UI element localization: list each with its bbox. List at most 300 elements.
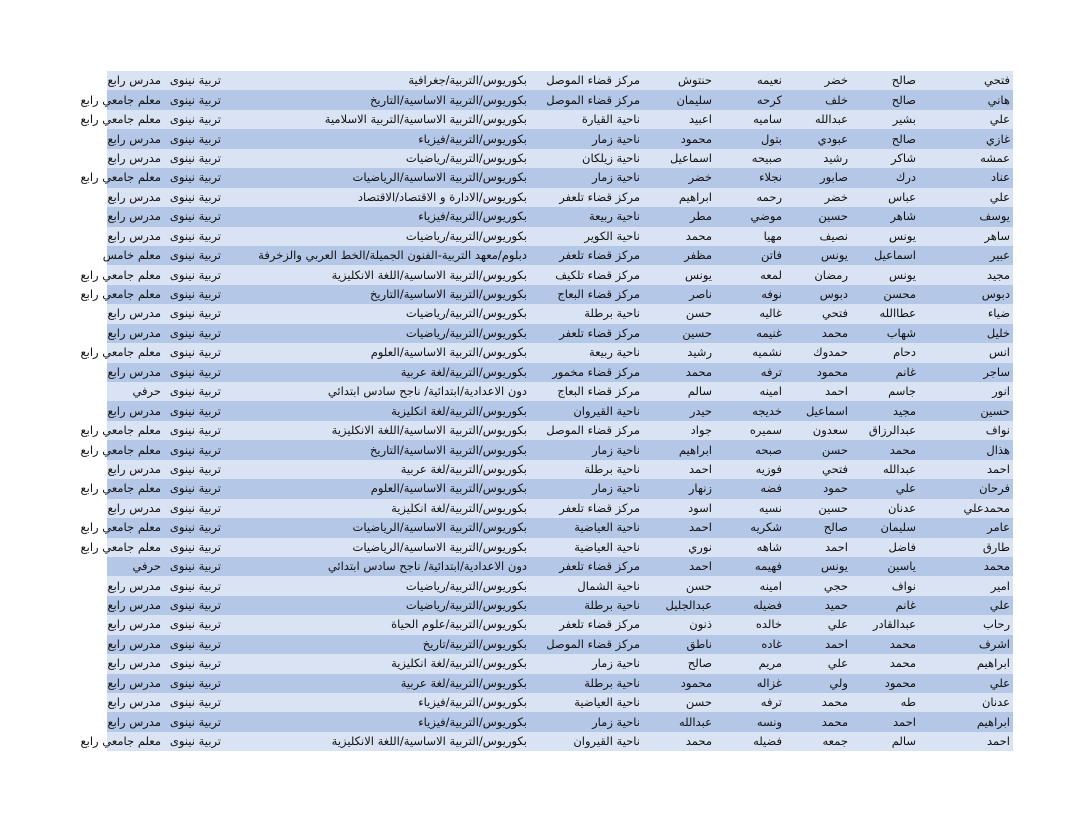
job-title-cell: مدرس رابع [107,188,164,207]
job-title-cell: معلم جامعي رابع [107,343,164,362]
table-row [107,596,1013,615]
mother-father-name-cell: اسود [643,499,715,518]
mother-name-cell: صبحه [715,440,785,459]
job-title-cell: مدرس رابع [107,401,164,420]
directorate-cell: تربية نينوى [164,90,224,109]
grandfather-name-cell: علي [785,615,851,634]
mother-father-name-cell: جواد [643,421,715,440]
mother-name-cell: نوفه [715,285,785,304]
mother-father-name-cell: حسين [643,324,715,343]
first-name-cell: علي [919,110,1013,129]
directorate-cell: تربية نينوى [164,304,224,323]
father-name-cell: مجيد [851,401,919,420]
mother-father-name-cell: احمد [643,518,715,537]
table-row [107,285,1013,304]
mother-father-name-cell: حسن [643,693,715,712]
job-title-cell: معلم جامعي رابع [107,90,164,109]
first-name-cell: ابراهيم [919,712,1013,731]
mother-father-name-cell: مطر [643,207,715,226]
directorate-cell: تربية نينوى [164,207,224,226]
grandfather-name-cell: سعدون [785,421,851,440]
grandfather-name-cell: يونس [785,246,851,265]
first-name-cell: يوسف [919,207,1013,226]
grandfather-name-cell: يونس [785,557,851,576]
grandfather-name-cell: نصيف [785,227,851,246]
table-row [107,674,1013,693]
job-title-cell: معلم جامعي رابع [107,285,164,304]
first-name-cell: عمشه [919,149,1013,168]
location-cell: مركز قضاء البعاج [530,382,643,401]
father-name-cell: سليمان [851,518,919,537]
mother-father-name-cell: محمد [643,363,715,382]
directorate-cell: تربية نينوى [164,71,224,90]
mother-father-name-cell: اعبيد [643,110,715,129]
mother-name-cell: بتول [715,129,785,148]
location-cell: مركز قضاء تلعفر [530,188,643,207]
degree-cell: بكوريوس/التربية/رياضيات [224,576,530,595]
location-cell: ناحية زمار [530,168,643,187]
mother-name-cell: فوزيه [715,460,785,479]
directorate-cell: تربية نينوى [164,518,224,537]
degree-cell: دون الاعدادية/ابتدائية/ ناجح سادس ابتدائي [224,557,530,576]
location-cell: ناحية زمار [530,129,643,148]
job-title-cell: مدرس رابع [107,693,164,712]
grandfather-name-cell: رمضان [785,265,851,284]
directorate-cell: تربية نينوى [164,401,224,420]
mother-father-name-cell: حسن [643,576,715,595]
job-title-cell: مدرس رابع [107,149,164,168]
location-cell: ناحية زمار [530,479,643,498]
mother-father-name-cell: ناطق [643,635,715,654]
mother-name-cell: مهيا [715,227,785,246]
mother-name-cell: ونسه [715,712,785,731]
mother-father-name-cell: محمد [643,732,715,751]
job-title-cell: معلم جامعي رابع [107,440,164,459]
mother-name-cell: شكريه [715,518,785,537]
grandfather-name-cell: عبدالله [785,110,851,129]
grandfather-name-cell: جمعه [785,732,851,751]
degree-cell: بكوريوس/التربية/لغة عربية [224,460,530,479]
table-row [107,168,1013,187]
father-name-cell: عطاالله [851,304,919,323]
mother-father-name-cell: عبدالله [643,712,715,731]
first-name-cell: فرحان [919,479,1013,498]
location-cell: ناحية زمار [530,440,643,459]
mother-name-cell: رحمه [715,188,785,207]
location-cell: مركز قضاء تلعفر [530,499,643,518]
father-name-cell: غانم [851,363,919,382]
mother-name-cell: ترفه [715,363,785,382]
directorate-cell: تربية نينوى [164,460,224,479]
table-row [107,518,1013,537]
degree-cell: بكوريوس/التربية الاساسية/الرياضيات [224,538,530,557]
mother-father-name-cell: احمد [643,460,715,479]
job-title-cell: حرفي [107,557,164,576]
father-name-cell: احمد [851,712,919,731]
father-name-cell: عبدالقادر [851,615,919,634]
location-cell: ناحية برطلة [530,596,643,615]
directorate-cell: تربية نينوى [164,693,224,712]
first-name-cell: ساجر [919,363,1013,382]
degree-cell: بكوريوس/التربية/لغة عربية [224,674,530,693]
grandfather-name-cell: احمد [785,635,851,654]
grandfather-name-cell: خلف [785,90,851,109]
location-cell: ناحية القيروان [530,401,643,420]
grandfather-name-cell: حسين [785,207,851,226]
first-name-cell: فتحي [919,71,1013,90]
first-name-cell: امير [919,576,1013,595]
degree-cell: بكوريوس/التربية/رياضيات [224,596,530,615]
location-cell: ناحية برطلة [530,460,643,479]
grandfather-name-cell: علي [785,654,851,673]
first-name-cell: ضياء [919,304,1013,323]
table-row [107,246,1013,265]
grandfather-name-cell: احمد [785,382,851,401]
first-name-cell: انس [919,343,1013,362]
degree-cell: بكوريوس/التربية/فيزياء [224,129,530,148]
table-row [107,635,1013,654]
father-name-cell: صالح [851,90,919,109]
grandfather-name-cell: محمود [785,363,851,382]
location-cell: مركز قضاء البعاج [530,285,643,304]
job-title-cell: مدرس رابع [107,576,164,595]
mother-name-cell: غنيمه [715,324,785,343]
directorate-cell: تربية نينوى [164,635,224,654]
table-row [107,90,1013,109]
job-title-cell: مدرس رابع [107,324,164,343]
location-cell: مركز قضاء تلعفر [530,615,643,634]
directorate-cell: تربية نينوى [164,382,224,401]
father-name-cell: يونس [851,227,919,246]
grandfather-name-cell: حجي [785,576,851,595]
job-title-cell: مدرس رابع [107,71,164,90]
job-title-cell: معلم جامعي رابع [107,110,164,129]
mother-father-name-cell: محمود [643,674,715,693]
father-name-cell: جاسم [851,382,919,401]
grandfather-name-cell: صالح [785,518,851,537]
job-title-cell: معلم جامعي رابع [107,538,164,557]
mother-name-cell: شاهه [715,538,785,557]
mother-father-name-cell: عبدالجليل [643,596,715,615]
table-row [107,460,1013,479]
first-name-cell: عدنان [919,693,1013,712]
mother-father-name-cell: رشيد [643,343,715,362]
mother-father-name-cell: صالح [643,654,715,673]
table-row [107,479,1013,498]
father-name-cell: درك [851,168,919,187]
grandfather-name-cell: حمدوك [785,343,851,362]
table-row [107,324,1013,343]
degree-cell: بكوريوس/التربية الاساسية/اللغة الانكليزية [224,265,530,284]
grandfather-name-cell: رشيد [785,149,851,168]
mother-name-cell: كرحه [715,90,785,109]
location-cell: ناحية برطلة [530,304,643,323]
table-row [107,712,1013,731]
job-title-cell: مدرس رابع [107,654,164,673]
mother-name-cell: امينه [715,382,785,401]
table-row [107,654,1013,673]
table-body [80,71,1013,751]
location-cell: ناحية زيلكان [530,149,643,168]
first-name-cell: علي [919,188,1013,207]
father-name-cell: غانم [851,596,919,615]
first-name-cell: احمد [919,460,1013,479]
degree-cell: بكوريوس/التربية/لغة انكليزية [224,499,530,518]
table-row [107,363,1013,382]
father-name-cell: محمد [851,440,919,459]
mother-father-name-cell: نوري [643,538,715,557]
degree-cell: بكوريوس/التربية/رياضيات [224,324,530,343]
first-name-cell: نواف [919,421,1013,440]
mother-father-name-cell: احمد [643,557,715,576]
mother-father-name-cell: محمد [643,227,715,246]
directorate-cell: تربية نينوى [164,479,224,498]
table-row [107,557,1013,576]
father-name-cell: شاكر [851,149,919,168]
degree-cell: بكوريوس/التربية/لغة انكليزية [224,401,530,420]
table-row [107,110,1013,129]
table-row [107,129,1013,148]
degree-cell: بكوريوس/التربية/تاريخ [224,635,530,654]
mother-name-cell: فهيمه [715,557,785,576]
degree-cell: بكوريوس/التربية الاساسية/العلوم [224,479,530,498]
table-row [107,149,1013,168]
location-cell: ناحية ربيعة [530,207,643,226]
degree-cell: دبلوم/معهد التربية-الفنون الجميلة/الخط العربي والزخرفة [224,246,530,265]
job-title-cell: معلم جامعي رابع [107,518,164,537]
table-row [107,615,1013,634]
first-name-cell: طارق [919,538,1013,557]
location-cell: ناحية برطلة [530,674,643,693]
job-title-cell: مدرس رابع [107,363,164,382]
directorate-cell: تربية نينوى [164,538,224,557]
location-cell: مركز قضاء الموصل [530,421,643,440]
father-name-cell: طه [851,693,919,712]
directorate-cell: تربية نينوى [164,674,224,693]
mother-name-cell: امينه [715,576,785,595]
degree-cell: بكوريوس/التربية/رياضيات [224,149,530,168]
father-name-cell: علي [851,479,919,498]
first-name-cell: خليل [919,324,1013,343]
directorate-cell: تربية نينوى [164,188,224,207]
directorate-cell: تربية نينوى [164,615,224,634]
job-title-cell: مدرس رابع [107,304,164,323]
job-title-cell: مدرس رابع [107,129,164,148]
location-cell: ناحية العياضية [530,538,643,557]
father-name-cell: شاهر [851,207,919,226]
location-cell: ناحية القيروان [530,732,643,751]
father-name-cell: عباس [851,188,919,207]
table-row [107,382,1013,401]
degree-cell: بكوريوس/التربية الاساسية/الرياضيات [224,168,530,187]
mother-name-cell: غزاله [715,674,785,693]
job-title-cell: معلم جامعي رابع [107,479,164,498]
directorate-cell: تربية نينوى [164,265,224,284]
grandfather-name-cell: عبودي [785,129,851,148]
directorate-cell: تربية نينوى [164,421,224,440]
mother-name-cell: ساميه [715,110,785,129]
directorate-cell: تربية نينوى [164,246,224,265]
directorate-cell: تربية نينوى [164,227,224,246]
mother-name-cell: مريم [715,654,785,673]
degree-cell: بكوريوس/التربية/لغة عربية [224,363,530,382]
table-row [107,207,1013,226]
father-name-cell: محسن [851,285,919,304]
table-row [107,538,1013,557]
father-name-cell: دحام [851,343,919,362]
location-cell: مركز قضاء الموصل [530,71,643,90]
employee-table-sheet [80,71,1013,751]
father-name-cell: اسماعيل [851,246,919,265]
father-name-cell: شهاب [851,324,919,343]
mother-name-cell: موضي [715,207,785,226]
father-name-cell: فاضل [851,538,919,557]
father-name-cell: صالح [851,71,919,90]
table-row [107,732,1013,751]
directorate-cell: تربية نينوى [164,654,224,673]
grandfather-name-cell: صابور [785,168,851,187]
job-title-cell: مدرس رابع [107,460,164,479]
father-name-cell: عبدالله [851,460,919,479]
first-name-cell: غازي [919,129,1013,148]
first-name-cell: اشرف [919,635,1013,654]
job-title-cell: مدرس رابع [107,615,164,634]
grandfather-name-cell: حسين [785,499,851,518]
job-title-cell: معلم جامعي رابع [107,168,164,187]
location-cell: ناحية العياضية [530,693,643,712]
mother-name-cell: نجلاء [715,168,785,187]
table-row [107,693,1013,712]
first-name-cell: دبوس [919,285,1013,304]
location-cell: ناحية القيارة [530,110,643,129]
table-row [107,421,1013,440]
mother-name-cell: خديجه [715,401,785,420]
father-name-cell: محمود [851,674,919,693]
directorate-cell: تربية نينوى [164,440,224,459]
father-name-cell: نواف [851,576,919,595]
mother-name-cell: خالده [715,615,785,634]
first-name-cell: علي [919,674,1013,693]
degree-cell: بكوريوس/الادارة و الاقتصاد/الاقتصاد [224,188,530,207]
grandfather-name-cell: ولي [785,674,851,693]
mother-father-name-cell: اسماعيل [643,149,715,168]
first-name-cell: رحاب [919,615,1013,634]
mother-father-name-cell: حيدر [643,401,715,420]
mother-name-cell: نسيه [715,499,785,518]
location-cell: مركز قضاء الموصل [530,635,643,654]
degree-cell: بكوريوس/التربية الاساسية/اللغة الانكليزية [224,421,530,440]
degree-cell: بكوريوس/التربية الاساسية/التاريخ [224,440,530,459]
first-name-cell: مجيد [919,265,1013,284]
job-title-cell: مدرس رابع [107,596,164,615]
mother-father-name-cell: حنتوش [643,71,715,90]
father-name-cell: محمد [851,635,919,654]
job-title-cell: معلم جامعي رابع [107,421,164,440]
mother-father-name-cell: محمود [643,129,715,148]
directorate-cell: تربية نينوى [164,557,224,576]
mother-father-name-cell: حسن [643,304,715,323]
table-row [107,188,1013,207]
degree-cell: بكوريوس/التربية الاساسية/اللغة الانكليزية [224,732,530,751]
first-name-cell: انور [919,382,1013,401]
location-cell: ناحية العياضية [530,518,643,537]
first-name-cell: حسين [919,401,1013,420]
mother-father-name-cell: خضر [643,168,715,187]
mother-name-cell: غاليه [715,304,785,323]
grandfather-name-cell: خضر [785,188,851,207]
mother-name-cell: صبيحه [715,149,785,168]
mother-name-cell: لمعه [715,265,785,284]
location-cell: مركز قضاء مخمور [530,363,643,382]
job-title-cell: مدرس رابع [107,712,164,731]
first-name-cell: هذال [919,440,1013,459]
location-cell: ناحية ربيعة [530,343,643,362]
degree-cell: بكوريوس/التربية الاساسية/التاريخ [224,90,530,109]
father-name-cell: يونس [851,265,919,284]
location-cell: مركز قضاء الموصل [530,90,643,109]
job-title-cell: مدرس رابع [107,674,164,693]
table-row [107,227,1013,246]
location-cell: مركز قضاء تلعفر [530,246,643,265]
mother-father-name-cell: سالم [643,382,715,401]
job-title-cell: مدرس رابع [107,207,164,226]
location-cell: ناحية الشمال [530,576,643,595]
table-row [107,71,1013,90]
mother-name-cell: سميره [715,421,785,440]
degree-cell: بكوريوس/التربية/رياضيات [224,304,530,323]
directorate-cell: تربية نينوى [164,324,224,343]
job-title-cell: مدرس رابع [107,635,164,654]
grandfather-name-cell: دبوس [785,285,851,304]
father-name-cell: صالح [851,129,919,148]
directorate-cell: تربية نينوى [164,363,224,382]
first-name-cell: ساهر [919,227,1013,246]
degree-cell: بكوريوس/التربية/رياضيات [224,227,530,246]
mother-name-cell: فضه [715,479,785,498]
degree-cell: بكوريوس/التربية/جغرافية [224,71,530,90]
directorate-cell: تربية نينوى [164,129,224,148]
job-title-cell: معلم خامس [107,246,164,265]
job-title-cell: مدرس رابع [107,499,164,518]
degree-cell: بكوريوس/التربية الاساسية/التاريخ [224,285,530,304]
mother-father-name-cell: ابراهيم [643,440,715,459]
degree-cell: بكوريوس/التربية/علوم الحياة [224,615,530,634]
directorate-cell: تربية نينوى [164,285,224,304]
first-name-cell: عناد [919,168,1013,187]
mother-name-cell: ترفه [715,693,785,712]
mother-father-name-cell: ناصر [643,285,715,304]
directorate-cell: تربية نينوى [164,149,224,168]
degree-cell: بكوريوس/التربية/لغة انكليزية [224,654,530,673]
father-name-cell: عبدالرزاق [851,421,919,440]
degree-cell: دون الاعدادية/ابتدائية/ ناجح سادس ابتدائي [224,382,530,401]
father-name-cell: بشير [851,110,919,129]
job-title-cell: حرفي [107,382,164,401]
first-name-cell: عبير [919,246,1013,265]
degree-cell: بكوريوس/التربية/فيزياء [224,207,530,226]
degree-cell: بكوريوس/التربية/فيزياء [224,712,530,731]
table-row [107,440,1013,459]
mother-father-name-cell: مظفر [643,246,715,265]
directorate-cell: تربية نينوى [164,343,224,362]
directorate-cell: تربية نينوى [164,110,224,129]
first-name-cell: ابراهيم [919,654,1013,673]
father-name-cell: محمد [851,654,919,673]
directorate-cell: تربية نينوى [164,168,224,187]
grandfather-name-cell: حميد [785,596,851,615]
mother-name-cell: غاده [715,635,785,654]
mother-father-name-cell: زنهار [643,479,715,498]
